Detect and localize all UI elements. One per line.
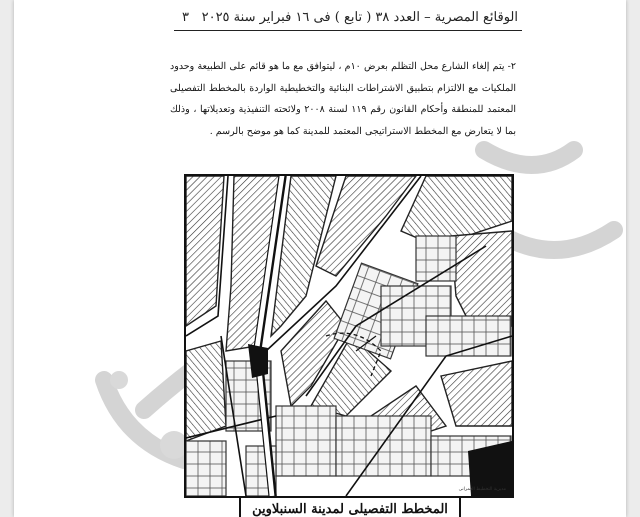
page-header bbox=[174, 6, 522, 31]
page-number: ٣ bbox=[182, 10, 189, 25]
document-page bbox=[14, 0, 626, 517]
map-stamp: مديرية التخطيط العمرانى bbox=[458, 487, 506, 492]
body-paragraph: ٢- يتم إلغاء الشارع محل التظلم بعرض ١٠م ، ليتوافق مع ما هو قائم على الطبيعة وحدود الملكيات مع الالتزام بتطبيق الاشتراطات البنائية والتخطيطية الواردة بالمخطط التفصيلى المعتمد للمنطقة وأحكام القانون رقم ١١٩ لسنة ٢٠٠٨ ولائحته التنفيذية وتعديلاتها ، وذلك بما لا يتعارض مع المخطط الاستراتيجى المعتمد للمدينة كما هو موضح بالرسم . bbox=[170, 61, 517, 137]
header-title: الوقائع المصرية – العدد ٣٨ ( تابع ) فى ١٦ فبراير سنة ٢٠٢٥ bbox=[201, 10, 518, 25]
map-caption: المخطط التفصيلى لمدينة السنبلاوين bbox=[239, 496, 461, 517]
site-plan-map bbox=[184, 174, 514, 498]
body-paragraph-block bbox=[170, 56, 516, 142]
map-drawing bbox=[186, 176, 512, 496]
